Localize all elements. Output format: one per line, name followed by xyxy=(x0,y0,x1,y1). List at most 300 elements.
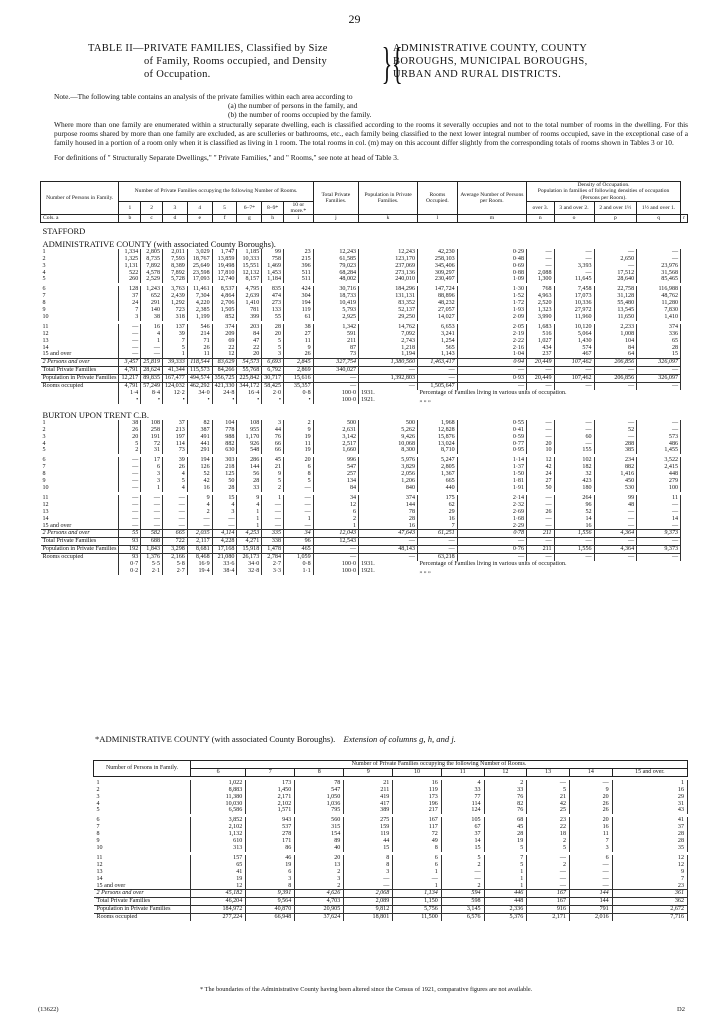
cell-value: — xyxy=(457,554,526,561)
cell-value: 5 xyxy=(119,441,141,448)
cell-value: 1,571 xyxy=(246,807,295,814)
cell-value: 108 xyxy=(141,420,163,427)
cell-value: 537 xyxy=(246,824,295,831)
cell-value: 117 xyxy=(393,824,442,831)
cell-value: 213 xyxy=(163,427,188,434)
cell-value: 417 xyxy=(344,801,393,808)
cell-value: 0·94 xyxy=(457,359,526,367)
row-label: 2 xyxy=(96,786,100,793)
cell-value: — xyxy=(594,383,637,390)
cell-value: 7 xyxy=(484,855,527,862)
cell-value: — xyxy=(637,509,681,516)
cell-value: 16 xyxy=(393,780,442,787)
cell-value: 13 xyxy=(295,862,344,869)
pct-value: 33·6 xyxy=(212,561,237,568)
table-row xyxy=(41,307,688,314)
cell-value: — xyxy=(418,538,458,546)
cell-value: 1·09 xyxy=(457,276,526,283)
cell-value: — xyxy=(637,554,681,561)
cell-value: 1,184 xyxy=(262,276,284,283)
cell-value: 55,480 xyxy=(594,300,637,307)
cell-value: 194 xyxy=(187,457,212,464)
cell-value: 225,842 xyxy=(237,375,262,383)
cell-value: — xyxy=(527,869,570,876)
cell-value: 336 xyxy=(637,331,681,338)
cell-value: — xyxy=(457,383,526,390)
cell-value: 1,376 xyxy=(141,554,163,561)
cell-value: 2,672 xyxy=(612,906,687,914)
col-head-average: Average Number of Persons per Room. xyxy=(457,182,526,215)
heading-right-line: URBAN AND RURAL DISTRICTS. xyxy=(393,69,562,80)
cell-value: — xyxy=(594,434,637,441)
cell-value: 5,262 xyxy=(359,427,418,434)
cell-value: — xyxy=(212,516,237,523)
col-group-density-sub: Population in families of following densities of occupation (Persons per Room). xyxy=(537,188,670,201)
cell-value: 115,573 xyxy=(187,367,212,375)
cell-value: 8,710 xyxy=(418,447,458,454)
brace-glyph: }{ xyxy=(381,39,403,88)
cell-value: — xyxy=(418,375,458,383)
cell-value: 56 xyxy=(237,471,262,478)
cell-value: 768 xyxy=(527,286,555,293)
cell-value: 4,220 xyxy=(187,300,212,307)
cell-value: 3,298 xyxy=(163,546,188,554)
col-head-rooms: 3 xyxy=(163,201,188,215)
cell-value: 2·29 xyxy=(457,523,526,530)
cell-value: 1 xyxy=(237,516,262,523)
cell-value: 12 xyxy=(612,862,687,869)
cell-value: 39 xyxy=(163,457,188,464)
cell-value: 441 xyxy=(187,441,212,448)
row-label: 6 xyxy=(42,457,46,464)
cell-value: 462,292 xyxy=(187,383,212,390)
col-head-rooms: 4 xyxy=(187,201,212,215)
table-row xyxy=(41,293,688,300)
intro-item-b: (b) the number of rooms occupied by the family. xyxy=(228,110,372,120)
cell-value: 1,150 xyxy=(393,898,442,906)
row-label: 3 xyxy=(96,793,100,800)
col-head-density: 2 and over 1½ xyxy=(594,201,637,215)
cell-value: 45,182 xyxy=(191,890,246,898)
cell-value: 6,792 xyxy=(262,367,284,375)
pct-value: • xyxy=(187,397,212,404)
cell-value: — xyxy=(418,367,458,375)
cell-value: 791 xyxy=(569,906,612,914)
cell-value: 22 xyxy=(237,345,262,352)
cell-value: 12,740 xyxy=(212,276,237,283)
cell-value: 4,271 xyxy=(237,538,262,546)
cell-value: — xyxy=(393,876,442,883)
cell-value: 1,367 xyxy=(418,471,458,478)
cell-value: 20 xyxy=(262,331,284,338)
table-row xyxy=(41,351,688,358)
cell-value: 35 xyxy=(612,845,687,852)
cell-value: 22 xyxy=(212,345,237,352)
cell-value: 279 xyxy=(637,478,681,485)
cell-value: 19 xyxy=(284,434,314,441)
cell-value: 1,380,560 xyxy=(359,359,418,367)
cell-value: 916 xyxy=(527,906,570,914)
cell-value: 996 xyxy=(313,457,358,464)
cell-value: 28 xyxy=(612,831,687,838)
cell-value: 100 xyxy=(637,485,681,492)
cell-value: 491 xyxy=(187,434,212,441)
cell-value: 2,743 xyxy=(359,338,418,345)
pct-caption: „ „ „ xyxy=(419,567,431,574)
cell-value: 50 xyxy=(212,478,237,485)
cell-value: — xyxy=(163,495,188,502)
cell-value: 1·68 xyxy=(457,516,526,523)
cell-value: 73 xyxy=(313,351,358,358)
cell-value: 11,645 xyxy=(554,276,594,283)
intro-item-a: (a) the number of persons in the family, and xyxy=(228,101,358,111)
cell-value: 0·29 xyxy=(457,249,526,256)
pct-value: 34·0 xyxy=(237,561,262,568)
cell-value: 3 xyxy=(141,471,163,478)
cell-value: 264 xyxy=(554,495,594,502)
cell-value: 17,512 xyxy=(594,270,637,277)
cell-value: 781 xyxy=(237,307,262,314)
cell-value: 1,453 xyxy=(262,270,284,277)
t2-col-head: 15 and over. xyxy=(612,768,687,776)
table-row xyxy=(94,906,688,914)
cell-value: 29 xyxy=(418,509,458,516)
cell-value: 5,376 xyxy=(484,914,527,921)
percentage-row xyxy=(41,568,688,575)
cell-value: 84 xyxy=(313,485,358,492)
cell-value: 44 xyxy=(262,427,284,434)
cell-value: 1 xyxy=(484,869,527,876)
col-letter: i xyxy=(284,215,314,222)
cell-value: 4,795 xyxy=(237,286,262,293)
cell-value: 11,960 xyxy=(554,314,594,321)
cell-value: 14,762 xyxy=(359,324,418,331)
cell-value: 237 xyxy=(527,351,555,358)
cell-value: 574 xyxy=(554,345,594,352)
table-row xyxy=(41,471,688,478)
cell-value: 43 xyxy=(612,807,687,814)
cell-value: 2,805 xyxy=(418,464,458,471)
cell-value: 3,852 xyxy=(191,817,246,824)
cell-value: 1,254 xyxy=(418,338,458,345)
table-row xyxy=(41,375,688,383)
cell-value: 8 xyxy=(344,855,393,862)
cell-value: 54,573 xyxy=(237,359,262,367)
row-label: 12 xyxy=(96,861,103,868)
cell-value: 1 xyxy=(141,338,163,345)
cell-value: — xyxy=(554,420,594,427)
cell-value: 2,056 xyxy=(359,471,418,478)
cell-value: 11,500 xyxy=(393,914,442,921)
cell-value: 7 xyxy=(418,523,458,530)
cell-value: 1,342 xyxy=(313,324,358,331)
cell-value: 39,333 xyxy=(163,359,188,367)
cell-value: 9,373 xyxy=(637,546,681,554)
cell-value: 10,068 xyxy=(359,441,418,448)
cell-value: 399 xyxy=(237,314,262,321)
cell-value: 3 xyxy=(212,509,237,516)
cell-value: 37 xyxy=(119,293,141,300)
cell-value: 5 xyxy=(484,845,527,852)
cell-value: 12,543 xyxy=(313,538,358,546)
row-label: Rooms occupied xyxy=(41,554,119,561)
cell-value: 154 xyxy=(295,831,344,838)
cell-value: 102 xyxy=(554,457,594,464)
cell-value: 18,767 xyxy=(187,256,212,263)
row-label: 14 xyxy=(42,515,49,522)
cell-value: 211 xyxy=(527,530,555,538)
cell-value: 0·48 xyxy=(457,256,526,263)
table-row xyxy=(94,787,688,794)
cell-value: 0·88 xyxy=(457,270,526,277)
cell-value: 2·14 xyxy=(457,495,526,502)
cell-value: — xyxy=(284,502,314,509)
table2-title-main: *ADMINISTRATIVE COUNTY (with associated County Boroughs). xyxy=(95,734,336,744)
cell-value: 107,462 xyxy=(554,359,594,367)
cell-value: — xyxy=(527,523,555,530)
cell-value: 20 xyxy=(284,457,314,464)
cell-value: 7,892 xyxy=(163,270,188,277)
cell-value: 18,733 xyxy=(313,293,358,300)
cell-value: — xyxy=(594,554,637,561)
cell-value: 28 xyxy=(359,516,418,523)
cell-value: 180 xyxy=(554,485,594,492)
cell-value: 6,586 xyxy=(191,807,246,814)
cell-value: 4,364 xyxy=(594,546,637,554)
cell-value: — xyxy=(569,876,612,883)
pct-value: 0·8 xyxy=(284,390,314,397)
cell-value: 1·93 xyxy=(457,307,526,314)
cell-value: 1,243 xyxy=(141,286,163,293)
cell-value: 5 xyxy=(262,478,284,485)
cell-value: 140 xyxy=(141,307,163,314)
cell-value: 125 xyxy=(212,471,237,478)
private-families-table xyxy=(40,181,688,575)
cell-value: 2,385 xyxy=(187,307,212,314)
cell-value: 988 xyxy=(212,434,237,441)
cell-value: 2,925 xyxy=(313,314,358,321)
row-label: 10 xyxy=(96,844,103,851)
cell-value: 5,976 xyxy=(359,457,418,464)
cell-value: 63,218 xyxy=(418,554,458,561)
cell-value: 8 xyxy=(393,845,442,852)
cell-value: 82 xyxy=(187,420,212,427)
cell-value: 211 xyxy=(313,338,358,345)
col-head-total-families: Total Private Families. xyxy=(313,182,358,215)
percentage-row xyxy=(41,397,688,404)
cell-value: 434 xyxy=(527,345,555,352)
cols-label: Cols. a xyxy=(41,215,119,222)
cell-value: 16 xyxy=(141,324,163,331)
cell-value: 25,649 xyxy=(187,263,212,270)
cell-value: 1 xyxy=(484,883,527,890)
table-row xyxy=(41,464,688,471)
pct-year: 1921. xyxy=(361,396,375,403)
cell-value: 16 xyxy=(612,787,687,794)
cell-value: 11 xyxy=(284,441,314,448)
row-label: Population in Private Families xyxy=(41,375,119,383)
col-head-rooms: 8–9* xyxy=(262,201,284,215)
pct-year: 1931. xyxy=(361,390,375,396)
col-letter: m xyxy=(457,215,526,222)
percentage-row xyxy=(41,561,688,568)
cell-value: 546 xyxy=(187,324,212,331)
cell-value: — xyxy=(119,324,141,331)
cell-value: 118,544 xyxy=(187,359,212,367)
cell-value: 10,120 xyxy=(554,324,594,331)
cell-value: 48,143 xyxy=(359,546,418,554)
cell-value: 9,564 xyxy=(246,898,295,906)
cell-value: 38 xyxy=(119,420,141,427)
cell-value: 1,206 xyxy=(359,478,418,485)
cell-value: 361 xyxy=(612,890,687,898)
cell-value: 66,948 xyxy=(246,914,295,921)
cell-value: 6 xyxy=(313,509,358,516)
table2-title xyxy=(95,734,695,744)
cell-value: 30,717 xyxy=(262,375,284,383)
cell-value: — xyxy=(569,883,612,890)
cell-value: — xyxy=(119,516,141,523)
row-label: 4 xyxy=(96,800,100,807)
cell-value: — xyxy=(569,869,612,876)
cell-value: 2,869 xyxy=(284,367,314,375)
cell-value: — xyxy=(527,427,555,434)
cell-value: 3,393 xyxy=(554,263,594,270)
cell-value: 26 xyxy=(163,464,188,471)
cell-value: 8,681 xyxy=(187,546,212,554)
col-head-density: over 3. xyxy=(527,201,555,215)
cell-value: 450 xyxy=(594,478,637,485)
cell-value: 15,616 xyxy=(284,375,314,383)
cell-value: 2 xyxy=(119,447,141,454)
cell-value: 29,250 xyxy=(359,314,418,321)
cell-value: 9 xyxy=(237,495,262,502)
cell-value: 2·09 xyxy=(457,314,526,321)
cell-value: 2,336 xyxy=(484,906,527,914)
cell-value: 134 xyxy=(313,478,358,485)
cell-value: 144 xyxy=(569,898,612,906)
cell-value: 66 xyxy=(262,441,284,448)
cell-value: 20,449 xyxy=(527,375,555,383)
cell-value: 1·37 xyxy=(457,464,526,471)
row-label: 13 xyxy=(96,868,103,875)
table-row xyxy=(41,338,688,345)
cell-value: 237,069 xyxy=(359,263,418,270)
cell-value: 1,505,647 xyxy=(418,383,458,390)
cell-value: — xyxy=(344,876,393,883)
row-label: Total Private Families xyxy=(41,367,119,375)
cell-value: 15,918 xyxy=(237,546,262,554)
cell-value: 33 xyxy=(237,485,262,492)
cell-value: 41,344 xyxy=(163,367,188,375)
cell-value: 560 xyxy=(295,817,344,824)
cell-value: 15,876 xyxy=(418,434,458,441)
cell-value: 2,011 xyxy=(163,249,188,256)
cell-value: 182 xyxy=(554,464,594,471)
cell-value: 2 xyxy=(295,869,344,876)
cell-value: 107,462 xyxy=(554,375,594,383)
table-row xyxy=(94,898,688,906)
cell-value: 20 xyxy=(569,794,612,801)
col-head-rooms: 1 xyxy=(119,201,141,215)
cell-value: 3,029 xyxy=(187,249,212,256)
cell-value: 1·72 xyxy=(457,300,526,307)
cell-value: 385 xyxy=(594,447,637,454)
cell-value: — xyxy=(262,516,284,523)
cell-value: 2,639 xyxy=(237,293,262,300)
cell-value: 28 xyxy=(262,324,284,331)
cell-value: 665 xyxy=(418,478,458,485)
cell-value: 52,137 xyxy=(359,307,418,314)
row-label: 4 xyxy=(42,440,46,447)
cell-value: 157 xyxy=(191,855,246,862)
cell-value: — xyxy=(637,427,681,434)
cell-value: 17,073 xyxy=(554,293,594,300)
cell-value: 1·50 xyxy=(457,471,526,478)
cell-value: 11,461 xyxy=(187,286,212,293)
cell-value: 39 xyxy=(163,331,188,338)
cell-value: — xyxy=(119,502,141,509)
cell-value: 7 xyxy=(163,338,188,345)
cell-value: 66 xyxy=(262,447,284,454)
cell-value: 4,703 xyxy=(295,898,344,906)
pct-value: 16·4 xyxy=(237,390,262,397)
row-label: 10 xyxy=(42,313,49,320)
cell-value: 68,284 xyxy=(313,270,358,277)
cell-value: 11 xyxy=(569,831,612,838)
cell-value: 24 xyxy=(527,471,555,478)
row-label: Population in Private Families xyxy=(41,546,119,554)
cell-value: 1,968 xyxy=(418,420,458,427)
cell-value: — xyxy=(141,495,163,502)
cell-value: 33 xyxy=(484,787,527,794)
table-row xyxy=(94,914,688,921)
cell-value: 58,425 xyxy=(262,383,284,390)
cell-value: 4,253 xyxy=(237,530,262,538)
cell-value: 28 xyxy=(612,838,687,845)
cell-value: 1,008 xyxy=(594,331,637,338)
cell-value: 31 xyxy=(141,447,163,454)
cell-value: 1,683 xyxy=(527,324,555,331)
table-row xyxy=(41,314,688,321)
cell-value: 11,380 xyxy=(191,794,246,801)
cell-value: 1,143 xyxy=(418,351,458,358)
cell-value: 12,132 xyxy=(237,270,262,277)
cell-value: 37 xyxy=(441,831,484,838)
pct-value: 100·0 xyxy=(313,561,358,568)
cell-value: 2,845 xyxy=(284,359,314,367)
cell-value: 21 xyxy=(262,464,284,471)
cell-value: 467 xyxy=(554,351,594,358)
cell-value: 500 xyxy=(359,420,418,427)
row-label: 11 xyxy=(42,494,49,501)
cell-value: 3 xyxy=(569,845,612,852)
cell-value: 30,716 xyxy=(313,286,358,293)
row-label: 8 xyxy=(42,300,46,307)
cell-value: 4 xyxy=(212,502,237,509)
cell-value: 37 xyxy=(612,824,687,831)
cell-value: 2·22 xyxy=(457,338,526,345)
cell-value: 424 xyxy=(284,286,314,293)
cell-value: 25,819 xyxy=(141,359,163,367)
cell-value: 1,450 xyxy=(246,787,295,794)
cell-value: 0·93 xyxy=(457,375,526,383)
cell-value: 2 xyxy=(262,485,284,492)
cell-value: 211 xyxy=(344,787,393,794)
cell-value: 1·91 xyxy=(457,485,526,492)
cell-value: — xyxy=(313,554,358,561)
cell-value: 419 xyxy=(344,794,393,801)
